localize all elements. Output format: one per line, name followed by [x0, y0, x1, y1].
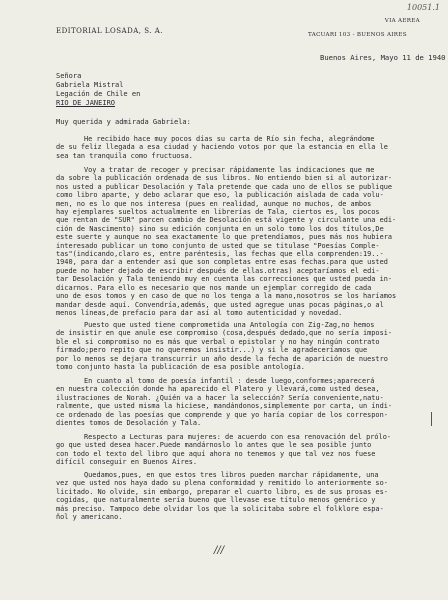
letterhead-address — [308, 14, 428, 42]
letterhead-via-aerea: VIA AEREA — [384, 18, 420, 24]
text-line: Quedamos,pues, en que estos tres libros pueden marchar rápidamente, una — [84, 471, 379, 479]
recipient-line: Señora — [56, 72, 82, 80]
text-line: 1940, para dar a entender así que son completas entre esas fechas.para que usted — [56, 258, 388, 267]
text-line: más preciso. Tampoco debe olvidar los que la solicitaba sobre el folklore espa- — [56, 504, 384, 513]
text-line: ñol y americano. — [56, 513, 123, 522]
text-line: tomo conjunto hasta la publicación de esa posible antología. — [56, 363, 305, 372]
text-line: licitado. No olvide, sin embargo, preparar el cuarto libro, es de sus prosas es- — [56, 487, 388, 496]
text-line: uno de esos tomos y en caso de que no los tenga a la mano,nosotros se los haríamos — [56, 292, 397, 301]
archive-number: 10051.1 — [406, 3, 440, 12]
text-line: por lo menos se dejara transcurrir un año desde la fecha de aparición de nuestro — [56, 354, 388, 363]
text-line: He recibido hace muy pocos días su carta de Río sin fecha, alegrándome — [84, 135, 375, 143]
letterhead-publisher: EDITORIAL LOSADA, S. A. — [56, 27, 163, 35]
paragraph-6 — [56, 471, 426, 521]
paragraph-1 — [56, 135, 426, 160]
text-line: en nuestra colección donde ha aparecido el Platero y llevará,como usted desea, — [56, 385, 380, 394]
text-line: hay ejemplares sueltos actualmente en librerías de Tala, ciertos es, los pocos — [56, 208, 380, 217]
letterhead-street: TACUARI 103 - BUENOS AIRES — [308, 32, 407, 38]
recipient-line: Legación de Chile en — [56, 90, 141, 98]
text-line: firmado;pero repito que no queremos insistir...) y si le agradeceríamos que — [56, 346, 368, 355]
text-line: go que usted desea hacer.Puede mandárnoslo lo antes que le sea posible junto — [56, 441, 372, 450]
text-line: este suerte y aunque no sea exactamente lo que pretendíamos, pues más nos hubiera — [56, 233, 393, 242]
letter-date: Buenos Aires, Mayo 11 de 1940 — [320, 53, 446, 62]
paragraph-5 — [56, 433, 426, 467]
recipient-block — [56, 72, 140, 108]
text-line: dientes tomos de Desolación y Tala. — [56, 419, 202, 428]
text-line: difícil conseguir en Buenos Aires. — [56, 458, 198, 467]
paragraph-3 — [56, 321, 426, 371]
text-line: interesado publicar un tomo conjunto de usted que se titulase "Poesías Comple- — [56, 241, 380, 250]
text-line: da sobre la publicación ordenada de sus libros. No entiendo bien si al autorizar- — [56, 174, 393, 183]
text-line: Respecto a Lecturas para mujeres: de acuerdo con esa renovación del prólo- — [84, 433, 391, 441]
text-line: dicarnos. Para ello es necesario que nos mande un ejemplar corregido de cada — [56, 283, 372, 292]
text-line: vez que usted nos haya dado su plena conformidad y remitido lo anteriormente so- — [56, 479, 388, 488]
text-line: nos usted a publicar Desolación y Tala pretende que cada uno de ellos se publique — [56, 182, 393, 191]
page-marker: /// — [214, 545, 225, 556]
recipient-city: RIO DE JANEIRO — [56, 99, 116, 107]
text-line: menos líneas,de prefacio para dar así al tomo autenticidad y novedad. — [56, 308, 343, 317]
paragraph-2 — [56, 166, 426, 317]
text-line: puede no haber dejado de escribir después de ellas.otras) aceptaríamos el edi- — [56, 266, 380, 275]
text-line: con todo el texto del libro que aquí ahora no tenemos y que tal vez nos fuese — [56, 449, 376, 458]
text-line: ralmente, que usted misma la hiciese, mandándonos,simplemente por carta, un índi- — [56, 402, 393, 411]
greeting: Muy querida y admirada Gabriela: — [56, 118, 191, 126]
text-line: como libro aparte, y debo aclarar que eso, la publicación aislada de cada volu- — [56, 191, 384, 200]
text-line: cogidas, que naturalmente sería bueno que llevase ese título menos genérico y — [56, 496, 376, 505]
text-line: mandar desde aquí. Convendría,además, que usted agregue unas pocas páginas,o al — [56, 300, 384, 309]
text-line: que rentan de "SUR" parcen cambio de Desolación está vigente y circulante una edi- — [56, 216, 397, 225]
paragraph-4 — [56, 377, 426, 427]
text-line: de insistir en que anule ese compromiso (cosa,después dedado,que no sería imposi- — [56, 329, 393, 338]
recipient-line: Gabriela Mistral — [56, 81, 124, 89]
text-line: tar Desolación y Tala teniendo muy en cuenta las correcciones que usted pueda in- — [56, 275, 393, 284]
text-line: Puesto que usted tiene comprometida una Antología con Zig-Zag,no hemos — [84, 321, 375, 329]
text-line: ble el si compromiso no es más que verbal o epistolar y no hay ningún contrato — [56, 337, 380, 346]
text-line: Voy a tratar de recoger y precisar rápidamente las indicaciones que me — [84, 166, 375, 174]
text-line: tas"(indicando,claro es, entre paréntesis, las fechas que ella comprenden:19..- — [56, 250, 384, 259]
text-line: de su feliz llegada a esa ciudad y haciendo votos por que la estancia en ella le — [56, 143, 388, 152]
text-line: ción de Nascimento) sino su edición conjunta en un solo tomo los dos títulos,De — [56, 224, 384, 233]
text-line: sea tan tranquila como fructuosa. — [56, 151, 193, 160]
text-line: En cuanto al tomo de poesía infantil : desde luego,conformes;aparecerá — [84, 377, 375, 385]
text-line: ce ordenado de las poesías que comprende y que yo haría copiar de los correspon- — [56, 410, 388, 419]
text-line: ilustraciones de Norah. ¿Quién va a hacer la selección? Sería conveniente,natu- — [56, 393, 384, 402]
margin-mark — [431, 412, 432, 426]
text-line: men, no es lo que nos interesa (pues en realidad, aunque no muchos, de ambos — [56, 199, 372, 208]
